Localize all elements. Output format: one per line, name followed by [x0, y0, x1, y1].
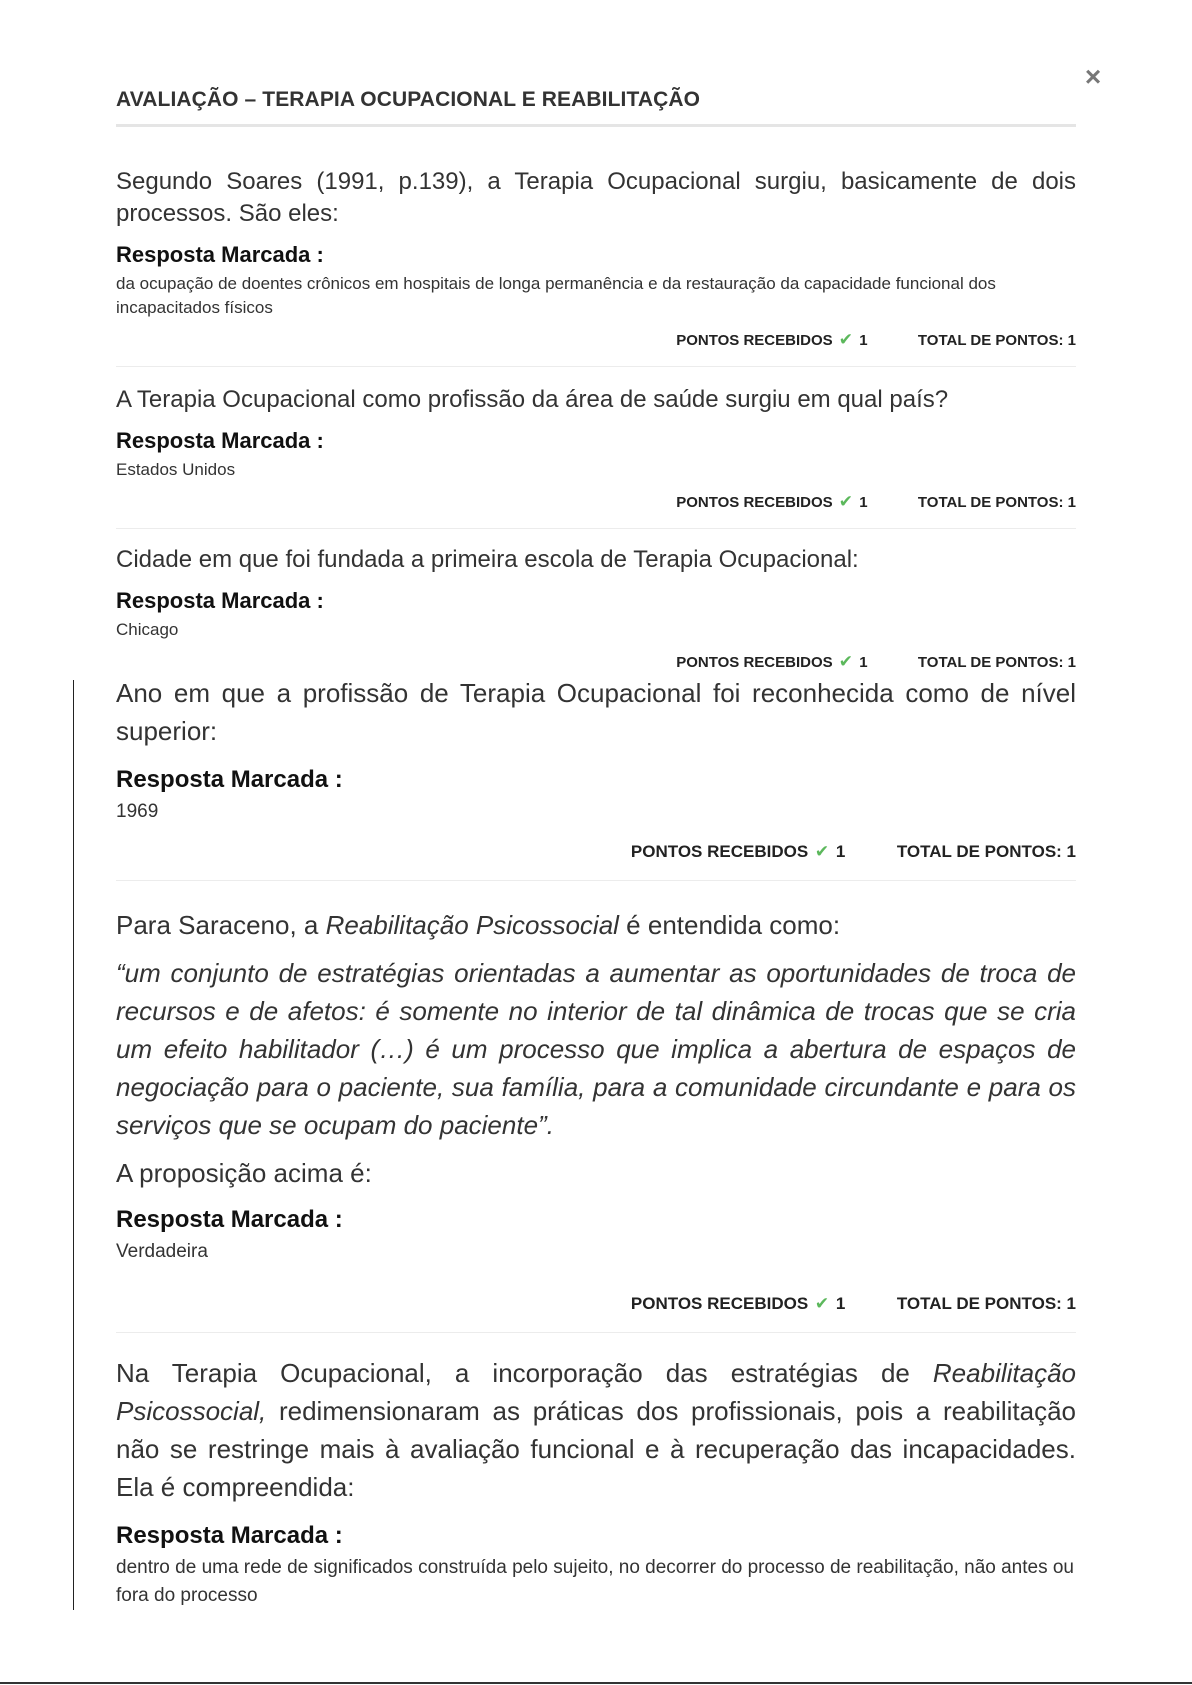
answer-text: dentro de uma rede de significados construída pelo sujeito, no decorrer do processo de reabilitação, não antes ou fora do processo	[116, 1557, 1074, 1606]
question-text-prefix: Na Terapia Ocupacional, a incorporação das estratégias de	[116, 1358, 933, 1388]
total-points-label: TOTAL DE PONTOS: 1	[896, 842, 1076, 861]
points-received-label: PONTOS RECEBIDOS	[676, 494, 833, 511]
question-divider	[116, 528, 1076, 529]
modal-title: AVALIAÇÃO – TERAPIA OCUPACIONAL E REABILITAÇÃO	[116, 88, 701, 111]
answer-label: Resposta Marcada :	[116, 766, 343, 793]
points-row	[676, 330, 1076, 350]
check-icon: ✔	[838, 652, 854, 671]
answer-label: Resposta Marcada :	[116, 1206, 343, 1233]
points-row	[631, 842, 1076, 862]
question-text-prefix: Para Saraceno, a	[116, 910, 326, 940]
points-received-value: 1	[859, 332, 868, 349]
question-text	[116, 1354, 1076, 1506]
question-text	[116, 906, 1076, 944]
points-received-value: 1	[859, 494, 868, 511]
question-text-suffix: é entendida como:	[618, 910, 841, 940]
question-text-suffix: redimensionaram as práticas dos profissionais, pois a reabilitação não se restringe mais à avaliação funcional e à recuperação das incapacidades. Ela é compreendida:	[116, 1396, 1076, 1502]
points-row	[676, 492, 1076, 512]
points-received-label: PONTOS RECEBIDOS	[676, 654, 833, 671]
points-received-label: PONTOS RECEBIDOS	[630, 842, 809, 861]
answer-text: Verdadeira	[116, 1241, 208, 1262]
question-text: Ano em que a profissão de Terapia Ocupacional foi reconhecida como de nível superior:	[116, 678, 1076, 746]
question-divider	[116, 366, 1076, 367]
total-points-label: TOTAL DE PONTOS: 1	[896, 1294, 1076, 1313]
question-text-italic: Reabilitação Psicossocial	[325, 910, 619, 940]
title-divider	[116, 124, 1076, 127]
question-item	[116, 166, 1076, 364]
question-quote: “um conjunto de estratégias orientadas a aumentar as oportunidades de troca de recursos e de afetos: é somente no interior de tal dinâmica de trocas que se cria um efeito habilitador (…) é um processo que implica a abertura de espaços de negociação para o paciente, sua família, para a comunidade circundante e para os serviços que se ocupam do paciente”.	[116, 958, 1076, 1140]
answer-text: Chicago	[116, 620, 179, 639]
points-received-label: PONTOS RECEBIDOS	[630, 1294, 809, 1313]
question-item	[116, 906, 1076, 1332]
check-icon: ✔	[838, 492, 854, 511]
total-points-label: TOTAL DE PONTOS: 1	[917, 332, 1076, 349]
question-text: A Terapia Ocupacional como profissão da área de saúde surgiu em qual país?	[116, 386, 949, 413]
points-received-label: PONTOS RECEBIDOS	[676, 332, 833, 349]
question-text-italic: Reabilitação Psicossocial,	[116, 1358, 1076, 1426]
points-received-value: 1	[835, 1294, 846, 1313]
question-text: Cidade em que foi fundada a primeira escola de Terapia Ocupacional:	[116, 546, 859, 573]
question-text: Segundo Soares (1991, p.139), a Terapia Ocupacional surgiu, basicamente de dois processos. São eles:	[116, 168, 1076, 227]
check-icon: ✔	[814, 842, 830, 861]
points-row	[631, 1294, 1076, 1314]
answer-label: Resposta Marcada :	[116, 1522, 343, 1549]
question-item	[116, 1354, 1076, 1624]
answer-label: Resposta Marcada :	[116, 242, 324, 267]
total-points-label: TOTAL DE PONTOS: 1	[917, 654, 1076, 671]
question-item	[116, 544, 1076, 674]
points-received-value: 1	[835, 842, 846, 861]
answer-text: da ocupação de doentes crônicos em hospitais de longa permanência e da restauração da capacidade funcional dos incapacitados físicos	[116, 274, 996, 317]
answer-label: Resposta Marcada :	[116, 588, 324, 613]
question-divider	[116, 880, 1076, 881]
question-item	[116, 674, 1076, 874]
total-points-label: TOTAL DE PONTOS: 1	[917, 494, 1076, 511]
answer-text: Estados Unidos	[116, 460, 236, 479]
question-item	[116, 384, 1076, 524]
points-received-value: 1	[859, 654, 868, 671]
close-icon[interactable]: ×	[1084, 61, 1102, 92]
document-margin-bar	[73, 680, 74, 1610]
question-text-after: A proposição acima é:	[116, 1158, 372, 1188]
points-row	[676, 652, 1076, 672]
answer-label: Resposta Marcada :	[116, 428, 324, 453]
check-icon: ✔	[814, 1294, 830, 1313]
answer-text: 1969	[116, 801, 159, 822]
check-icon: ✔	[838, 330, 854, 349]
question-divider	[116, 1332, 1076, 1333]
page-bottom-rule	[0, 1682, 1192, 1684]
